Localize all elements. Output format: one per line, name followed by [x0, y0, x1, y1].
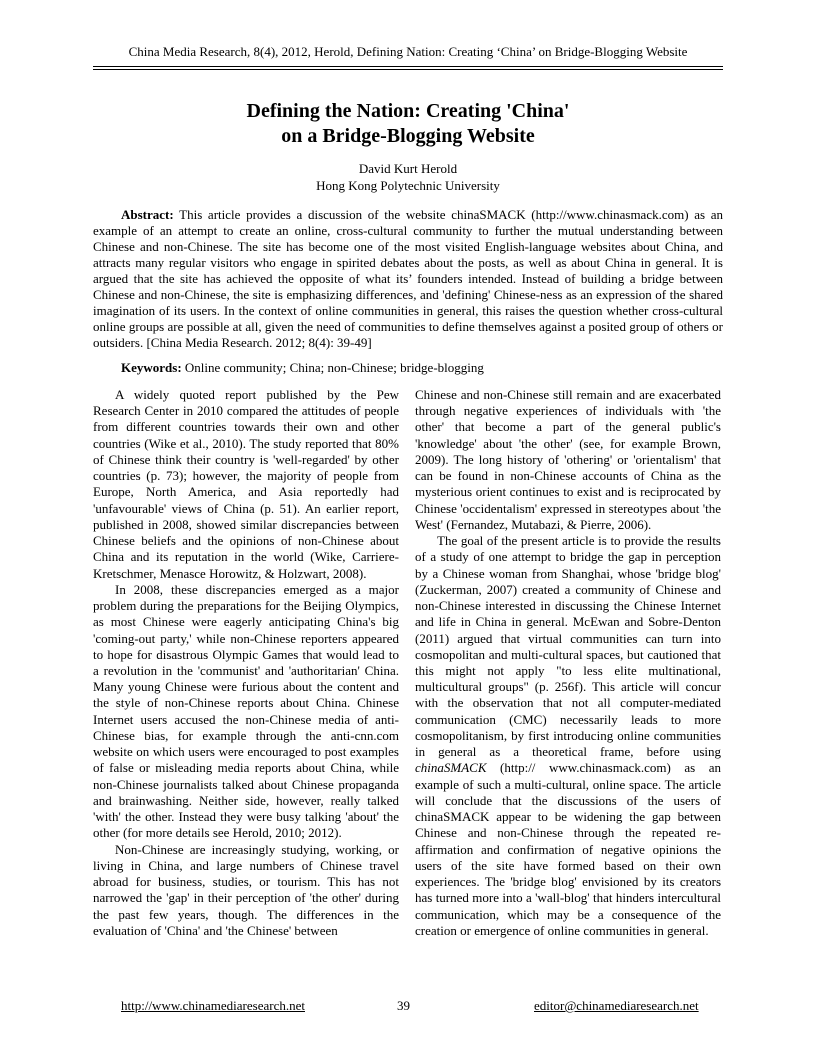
article-title-line-1: Defining the Nation: Creating 'China' [246, 100, 570, 122]
article-title-line-2: on a Bridge-Blogging Website [281, 125, 535, 147]
page-number: 39 [397, 998, 410, 1013]
paragraph-text: (http:// www.chinasmack.com) as an example of such a multi-cultural, online space. The article will conclude that the discussions of the users of chinaSMACK appear to be widening the gap between Chinese and non-Chinese through the repeated re-affirmation and confirmation of negative opinions the users of the site have formed based on their own experiences. The 'bridge blog' envisioned by its creators has turned more into a 'wall-blog' that hinders intercultural communication, which may be a consequence of the creation or emergence of online communities in general. [415, 760, 721, 938]
header-rule-bottom [93, 69, 723, 70]
author-name: David Kurt Herold [358, 161, 458, 176]
keywords [121, 360, 723, 376]
header-rule-top [93, 66, 723, 67]
paragraph-continued: Chinese and non-Chinese still remain and are exacerbated through negative experiences of individuals with 'the other' that become a part of the general public's 'knowledge' about 'the other' (see, for example Brown, 2009). The long history of 'othering' or 'orientalism' that can be found in non-Chinese accounts of China as the mysterious orient continues to exist and is reciprocated by Chinese 'occidentalism' expressed in stereotypes about 'the West' (Fernandez, Mutabazi, & Pierre, 2006). [415, 387, 721, 532]
author-affiliation: Hong Kong Polytechnic University [316, 178, 500, 193]
keywords-label: Keywords: [121, 360, 182, 375]
paragraph: In 2008, these discrepancies emerged as a major problem during the preparations for the Beijing Olympics, as most Chinese were eagerly anticipating China's big 'coming-out party,' while non-Chinese reporters appeared to hope for disastrous Olympic Games that would lead to a revolution in the 'communist' and 'authoritarian' China. Many young Chinese were furious about the content and the style of non-Chinese reports about China. Chinese Internet users accused the non-Chinese media of anti-Chinese bias, for example through the anti-cnn.com website on which users were encouraged to post examples of false or misleading media reports about China, while non-Chinese journalists talked about Chinese propaganda and brainwashing. Neither side, however, really talked 'with' the other. Instead they were busy talking 'about' the other (for more details see Herold, 2010; 2012). [93, 581, 399, 841]
footer-website-link[interactable]: http://www.chinamediaresearch.net [121, 998, 305, 1013]
author-block [0, 160, 816, 194]
running-header: China Media Research, 8(4), 2012, Herold, Defining Nation: Creating ‘China’ on Bridge-Blogging Website [128, 44, 688, 59]
body-column-left [93, 387, 399, 939]
paragraph: A widely quoted report published by the Pew Research Center in 2010 compared the attitudes of people from different countries towards their own and other countries (Wike et al., 2010). The study reported that 80% of Chinese think their country is 'well-regarded' by other countries (p. 73); however, the majority of people from Europe, North America, and Asia reportedly had 'unfavourable' views of China (p. 51). An earlier report, published in 2008, showed similar discrepancies between Chinese beliefs and the opinions of non-Chinese about China and its reputation in the world (Wike, Carriere-Kretschmer, Menasce Horowitz, & Holzwart, 2008). [93, 387, 399, 581]
footer-email-link[interactable]: editor@chinamediaresearch.net [534, 998, 699, 1013]
site-name-italic: chinaSMACK [415, 760, 487, 776]
abstract-label: Abstract: [121, 207, 174, 222]
abstract [93, 207, 723, 351]
article-title [0, 99, 816, 149]
body-column-right [415, 387, 721, 939]
keywords-text: Online community; China; non-Chinese; bridge-blogging [184, 360, 484, 375]
paragraph [415, 533, 721, 939]
abstract-text: This article provides a discussion of the website chinaSMACK (http://www.chinasmack.com) as an example of an attempt to create an online, cross-cultural community to further the mutual understanding between Chinese and non-Chinese. The site has become one of the most visited English-language websites about China, and attracts many regular visitors who engage in spirited debates about the posts, as well as about China in general. It is argued that the site has achieved the opposite of what its’ founders intended. Instead of building a bridge between Chinese and non-Chinese, the site is emphasizing differences, and 'defining' Chinese-ness as an expression of the shared imagination of its users. In the context of online communities in general, this raises the question whether cross-cultural online groups are possible at all, given the need of communities to define themselves against a posited group of others or outsiders. [China Media Research. 2012; 8(4): 39-49] [93, 207, 723, 350]
paragraph-text: The goal of the present article is to provide the results of a study of one attempt to bridge the gap in perception by a Chinese woman from Shanghai, whose 'bridge blog' (Zuckerman, 2007) created a community of Chinese and non-Chinese interested in discussing the Chinese Internet and life in China in general. McEwan and Sobre-Denton (2011) argued that virtual communities can turn into cosmopolitan and multi-cultural spaces, but cautioned that this might not apply "to less elite multinational, multicultural groups" (p. 256f). This article will concur with the observation that not all computer-mediated communication (CMC) necessarily leads to more cosmopolitanism, by first introducing online communities in general as a theoretical frame, before using [415, 533, 721, 760]
paragraph: Non-Chinese are increasingly studying, working, or living in China, and large numbers of Chinese travel abroad for business, studies, or tourism. This has not narrowed the 'gap' in their perception of 'the other' during the past few years, though. The differences in the evaluation of 'China' and 'the Chinese' between [93, 841, 399, 938]
